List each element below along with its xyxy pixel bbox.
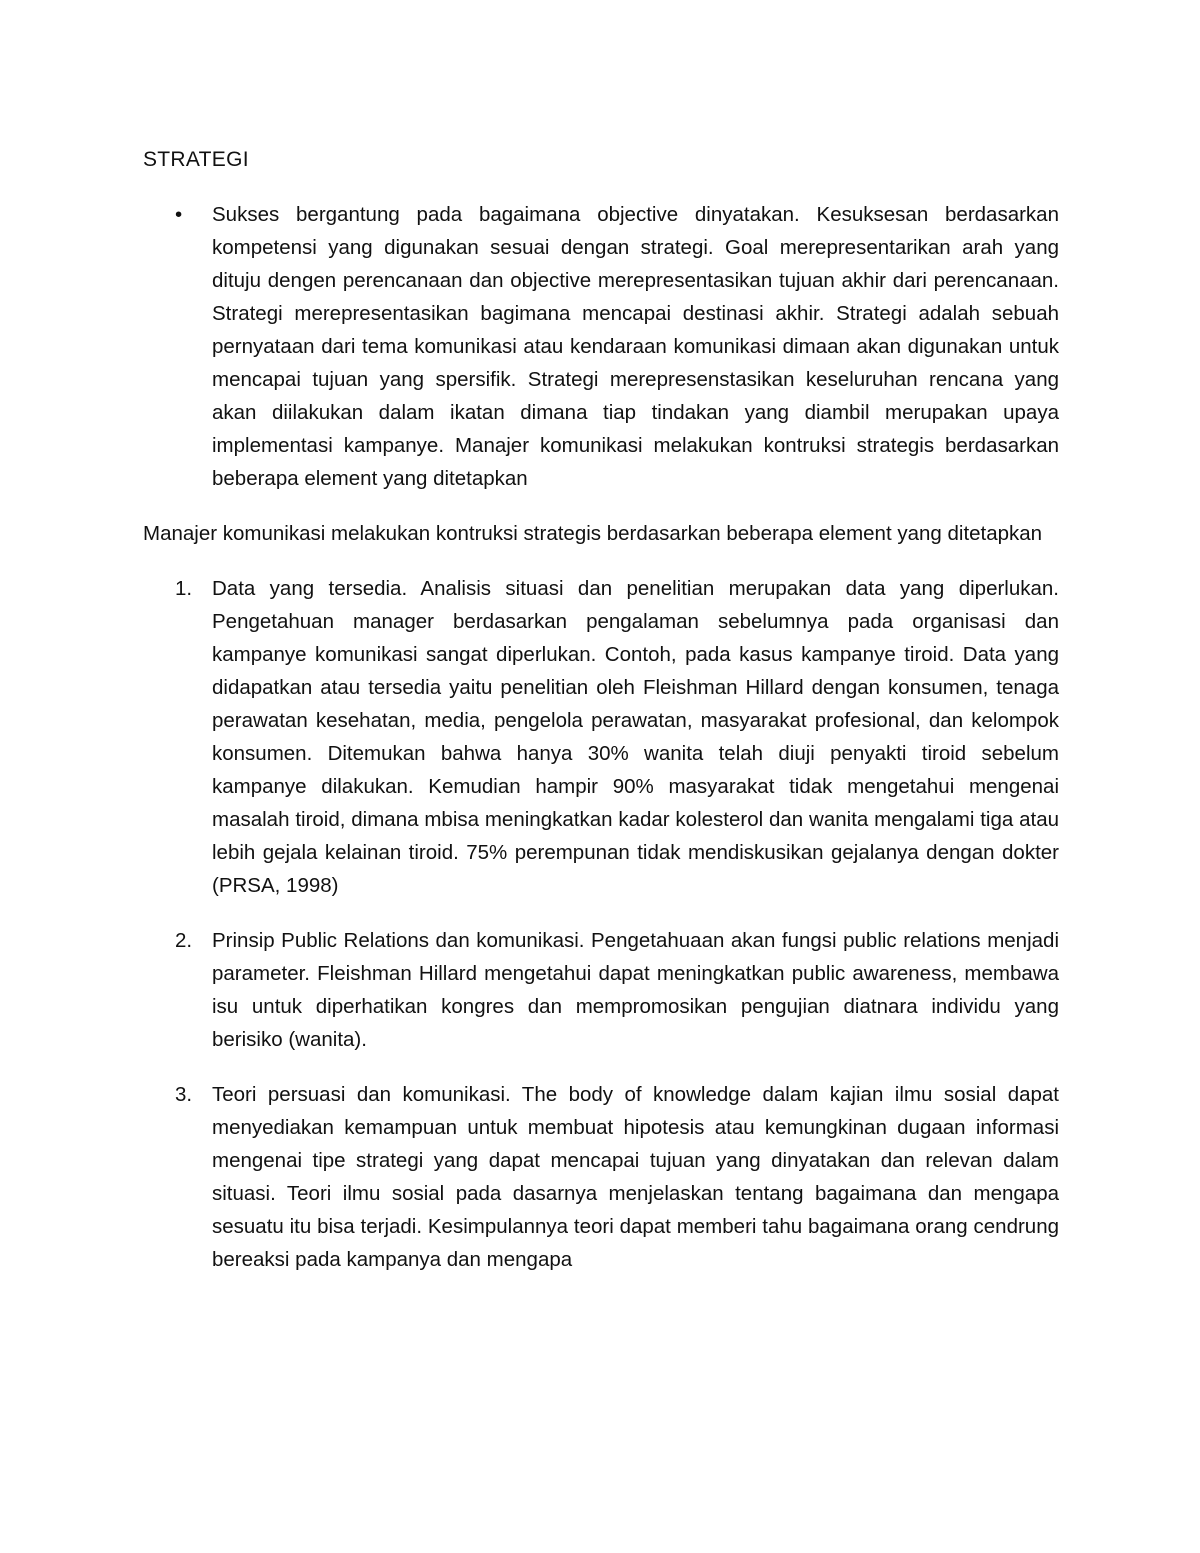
item-number: 3. <box>175 1083 193 1106</box>
item-number: 2. <box>175 929 193 952</box>
bullet-item-strategy <box>143 198 1059 495</box>
numbered-list <box>143 572 1059 1276</box>
document-body <box>143 143 1059 1298</box>
numbered-item-principles <box>143 924 1059 1056</box>
numbered-item-data <box>143 572 1059 902</box>
item-text: Data yang tersedia. Analisis situasi dan penelitian merupakan data yang diperlukan. Pengetahuan manager berdasarkan pengalaman sebelumnya pada organisasi dan kampanye komunikasi sangat diperlukan. Contoh, pada kasus kampanye tiroid. Data yang didapatkan atau tersedia yaitu penelitian oleh Fleishman Hillard dengan konsumen, tenaga perawatan kesehatan, media, pengelola perawatan, masyarakat profesional, dan kelompok konsumen. Ditemukan bahwa hanya 30% wanita telah diuji penyakti tiroid sebelum kampanye dilakukan. Kemudian hampir 90% masyarakat tidak mengetahui mengenai masalah tiroid, dimana mbisa meningkatkan kadar kolesterol dan wanita mengalami tiga atau lebih gejala kelainan tiroid. 75% perempunan tidak mendiskusikan gejalanya dengan dokter (PRSA, 1998) <box>212 577 1059 897</box>
bullet-text: Sukses bergantung pada bagaimana objective dinyatakan. Kesuksesan berdasarkan kompetensi yang digunakan sesuai dengan strategi. Goal merepresentarikan arah yang dituju dengen perencanaan dan objective merepresentasikan tujuan akhir dari perencanaan. Strategi merepresentasikan bagimana mencapai destinasi akhir. Strategi adalah sebuah pernyataan dari tema komunikasi atau kendaraan komunikasi dimaan akan digunakan untuk mencapai tujuan yang spersifik. Strategi merepresenstasikan keseluruhan rencana yang akan diilakukan dalam ikatan dimana tiap tindakan yang diambil merupakan upaya implementasi kampanye. Manajer komunikasi melakukan kontruksi strategis berdasarkan beberapa element yang ditetapkan <box>212 203 1059 490</box>
item-text: Prinsip Public Relations dan komunikasi. Pengetahuaan akan fungsi public relations menjadi parameter. Fleishman Hillard mengetahui dapat meningkatkan public awareness, membawa isu untuk diperhatikan kongres dan mempromosikan pengujian diatnara individu yang berisiko (wanita). <box>212 929 1059 1051</box>
bullet-marker: • <box>175 203 183 226</box>
numbered-item-theory <box>143 1078 1059 1276</box>
item-number: 1. <box>175 577 193 600</box>
bullet-list <box>143 198 1059 495</box>
item-text: Teori persuasi dan komunikasi. The body of knowledge dalam kajian ilmu sosial dapat menyediakan kemampuan untuk membuat hipotesis atau kemungkinan dugaan informasi mengenai tipe strategi yang dapat mencapai tujuan yang dinyatakan dan relevan dalam situasi. Teori ilmu sosial pada dasarnya menjelaskan tentang bagaimana dan mengapa sesuatu itu bisa terjadi. Kesimpulannya teori dapat memberi tahu bagaimana orang cendrung bereaksi pada kampanya dan mengapa <box>212 1083 1059 1271</box>
document-title: STRATEGI <box>143 148 249 171</box>
intro-paragraph: Manajer komunikasi melakukan kontruksi strategis berdasarkan beberapa element yang ditetapkan <box>143 522 1043 545</box>
